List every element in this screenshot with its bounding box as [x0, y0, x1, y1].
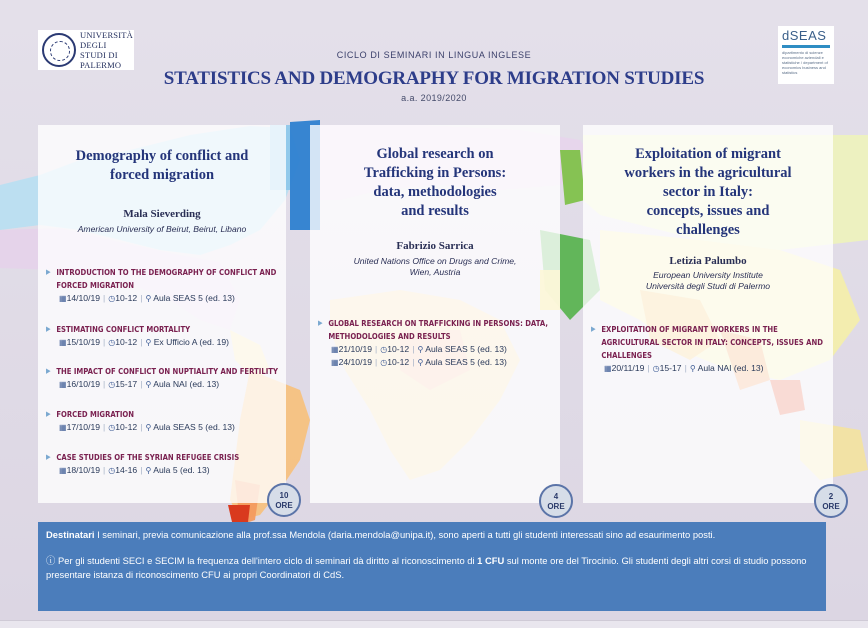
notice-line-2-pre: Per gli studenti SECI e SECIM la frequenza dell'intero ciclo di seminari dà diritto al riconoscimento di	[55, 555, 478, 566]
poster-title: STATISTICS AND DEMOGRAPHY FOR MIGRATION STUDIES	[163, 68, 705, 89]
session-info: ▦24/10/19 | ◷10-12 | ⚲ Aula SEAS 5 (ed. 13)	[331, 357, 507, 367]
clock-icon: ◷	[108, 294, 116, 303]
session-info: ▦17/10/19 | ◷10-12 | ⚲ Aula SEAS 5 (ed. 13)	[59, 422, 235, 432]
card-title-line: and results	[401, 203, 469, 219]
card-title-line: Trafficking in Persons:	[363, 165, 507, 181]
session-room: Aula SEAS 5 (ed. 13)	[153, 293, 235, 303]
speaker-name: Mala Sieverding	[123, 208, 201, 220]
clock-icon: ◷	[108, 338, 116, 347]
calendar-icon: ▦	[59, 466, 67, 475]
affiliation-line: Wien, Austria	[409, 267, 461, 277]
speaker-affiliation: American University of Beirut, Beirut, Libano	[77, 224, 247, 234]
session-title-line: ▶ ESTIMATING CONFLICT MORTALITY	[56, 325, 191, 334]
session-time: 15-17	[659, 363, 682, 373]
clock-icon: ◷	[380, 358, 388, 367]
session-title-line: ▶ THE IMPACT OF CONFLICT ON NUPTIALITY AND FERTILITY	[56, 367, 278, 376]
map-pin-icon: ⚲	[417, 345, 424, 354]
session-room: Aula SEAS 5 (ed. 13)	[153, 422, 235, 432]
notice-line-1: I seminari, previa comunicazione alla prof.ssa Mendola (daria.mendola@unipa.it), sono aperti a tutti gli studenti interessati sino ad esaurimento posti.	[94, 529, 716, 540]
audience-notice	[38, 522, 826, 611]
session-title	[46, 266, 279, 292]
session-title-line: ▶ FORCED MIGRATION	[56, 410, 135, 419]
map-pin-icon: ⚲	[145, 338, 152, 347]
clock-icon: ◷	[108, 423, 116, 432]
session-item	[591, 323, 827, 375]
card-title-line: workers in the agricultural	[624, 165, 792, 181]
calendar-icon: ▦	[59, 294, 67, 303]
card-title	[591, 145, 825, 240]
speaker-affiliation	[589, 270, 827, 292]
hours-unit: ORE	[547, 502, 565, 511]
session-room: Aula SEAS 5 (ed. 13)	[425, 357, 507, 367]
session-time: 10-12	[115, 293, 138, 303]
speaker-name: Fabrizio Sarrica	[396, 240, 474, 252]
seminar-card-conflict	[38, 125, 286, 503]
session-info: ▦18/10/19 | ◷14-16 | ⚲ Aula 5 (ed. 13)	[59, 465, 210, 475]
map-pin-icon: ⚲	[145, 466, 152, 475]
session-time: 10-12	[387, 357, 410, 367]
affiliation-line: European University Institute	[653, 270, 763, 280]
session-title-line: ▶ EXPLOITATION OF MIGRANT WORKERS IN THE	[601, 325, 778, 334]
card-title-line: Exploitation of migrant	[635, 146, 781, 162]
map-pin-icon: ⚲	[417, 358, 424, 367]
session-title-line: CHALLENGES	[601, 351, 652, 360]
session-title-line: FORCED MIGRATION	[56, 281, 135, 290]
session-title	[591, 323, 826, 362]
session-info: ▦20/11/19 | ◷15-17 | ⚲ Aula NAI (ed. 13)	[604, 363, 764, 373]
hours-badge	[539, 484, 573, 518]
clock-icon: ◷	[652, 364, 660, 373]
session-info: ▦15/10/19 | ◷10-12 | ⚲ Ex Ufficio A (ed. 19)	[59, 337, 230, 347]
session-title-line: AGRICULTURAL SECTOR IN ITALY: CONCEPTS, ISSUES AND	[601, 338, 823, 347]
session-date: 15/10/19	[66, 337, 101, 347]
session-room: Aula SEAS 5 (ed. 13)	[425, 344, 507, 354]
hours-value: 2	[828, 492, 834, 501]
bottom-rule	[0, 620, 868, 628]
session-item	[46, 323, 280, 349]
department-logo-text: dSEAS	[782, 28, 827, 43]
card-title-line: Demography of conflict and	[75, 148, 249, 164]
affiliation-line: United Nations Office on Drugs and Crime,	[353, 256, 517, 266]
hours-badge	[814, 484, 848, 518]
academic-year: a.a. 2019/2020	[401, 93, 467, 103]
session-time: 15-17	[115, 379, 138, 389]
calendar-icon: ▦	[59, 380, 67, 389]
session-room: Ex Ufficio A (ed. 19)	[153, 337, 230, 347]
speaker-name: Letizia Palumbo	[669, 255, 747, 267]
clock-icon: ◷	[108, 466, 116, 475]
session-item	[46, 266, 280, 305]
hours-value: 4	[553, 492, 559, 501]
notice-audience	[46, 528, 818, 542]
session-date: 14/10/19	[66, 293, 101, 303]
card-title-line: sector in Italy:	[663, 184, 753, 200]
session-title	[46, 323, 279, 336]
card-title-line: forced migration	[109, 167, 215, 183]
card-title-line: Global research on	[376, 146, 494, 162]
session-room: Aula NAI (ed. 13)	[697, 363, 764, 373]
session-item	[46, 408, 280, 434]
speaker-affiliation	[316, 256, 554, 278]
calendar-icon: ▦	[604, 364, 612, 373]
calendar-icon: ▦	[59, 338, 67, 347]
session-info: ▦14/10/19 | ◷10-12 | ⚲ Aula SEAS 5 (ed. 13)	[59, 293, 235, 303]
department-logo-rule	[782, 45, 830, 48]
map-pin-icon: ⚲	[145, 423, 152, 432]
session-time: 10-12	[115, 422, 138, 432]
clock-icon: ◷	[380, 345, 388, 354]
notice-line-2-post: sul monte ore del Tirocinio. Gli studenti degli altri corsi di studio possono presentare istanza di riconoscimento CFU ai propri Coordinatori di CdS.	[46, 555, 807, 580]
session-info: ▦16/10/19 | ◷15-17 | ⚲ Aula NAI (ed. 13)	[59, 379, 220, 389]
hours-badge	[267, 483, 301, 517]
session-title	[46, 365, 279, 378]
card-title-line: concepts, issues and	[646, 203, 770, 219]
seminar-series-label: CICLO DI SEMINARI IN LINGUA INGLESE	[336, 50, 532, 60]
info-icon: ⓘ	[46, 555, 56, 566]
card-title-line: data, methodologies	[373, 184, 497, 200]
session-item	[46, 365, 280, 391]
session-time: 10-12	[387, 344, 410, 354]
session-date: 17/10/19	[66, 422, 101, 432]
session-info: ▦21/10/19 | ◷10-12 | ⚲ Aula SEAS 5 (ed. 13)	[331, 344, 507, 354]
seminar-card-exploitation	[583, 125, 833, 503]
notice-line-2-bold: 1 CFU	[477, 555, 505, 566]
session-date: 21/10/19	[338, 344, 373, 354]
session-title-line: ▶ INTRODUCTION TO THE DEMOGRAPHY OF CONFLICT AND	[56, 268, 277, 277]
clock-icon: ◷	[108, 380, 116, 389]
session-room: Aula 5 (ed. 13)	[153, 465, 210, 475]
session-title-line: ▶ CASE STUDIES OF THE SYRIAN REFUGEE CRISIS	[56, 453, 240, 462]
session-time: 10-12	[115, 337, 138, 347]
map-pin-icon: ⚲	[145, 294, 152, 303]
notice-label: Destinatari	[46, 529, 95, 540]
affiliation-line: Università degli Studi di Palermo	[645, 281, 771, 291]
session-date: 20/11/19	[611, 363, 645, 373]
session-title	[318, 317, 553, 343]
map-pin-icon: ⚲	[145, 380, 152, 389]
session-date: 24/10/19	[338, 357, 373, 367]
map-pin-icon: ⚲	[689, 364, 696, 373]
session-date: 18/10/19	[66, 465, 101, 475]
card-title	[46, 147, 278, 185]
session-title	[46, 451, 279, 464]
session-title	[46, 408, 279, 421]
session-time: 14-16	[115, 465, 138, 475]
session-item	[46, 451, 280, 477]
calendar-icon: ▦	[331, 345, 339, 354]
session-item	[318, 317, 554, 369]
university-logo-text: UNIVERSITÀ DEGLI STUDI DI PALERMO	[80, 30, 133, 70]
card-title-line: challenges	[676, 222, 740, 238]
calendar-icon: ▦	[59, 423, 67, 432]
session-title-line: ▶ GLOBAL RESEARCH ON TRAFFICKING IN PERSONS: DATA,	[328, 319, 548, 328]
department-logo-subtext: dipartimento di scienze economiche aziendali e statistiche / department of economics business and statistics	[782, 50, 828, 75]
session-date: 16/10/19	[66, 379, 101, 389]
session-title-line: METHODOLOGIES AND RESULTS	[328, 332, 451, 341]
seminar-card-trafficking	[310, 125, 560, 503]
hours-unit: ORE	[822, 502, 840, 511]
hours-value: 10	[279, 491, 289, 500]
card-title	[318, 145, 552, 221]
calendar-icon: ▦	[331, 358, 339, 367]
notice-credits	[46, 554, 818, 582]
session-room: Aula NAI (ed. 13)	[153, 379, 220, 389]
hours-unit: ORE	[275, 501, 293, 510]
